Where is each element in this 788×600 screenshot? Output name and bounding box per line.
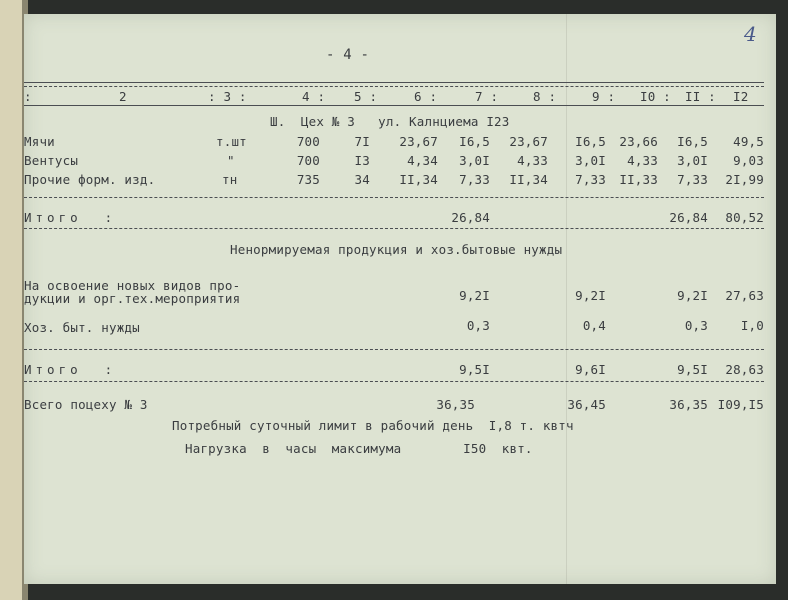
header-col-5: 5 : xyxy=(354,89,378,104)
header-col-3: : 3 : xyxy=(208,89,247,104)
total-cell: 28,63 xyxy=(725,362,764,377)
row-cell: 3,0I xyxy=(459,153,490,168)
row-cell: 9,2I xyxy=(677,288,708,303)
row-cell: 700 xyxy=(296,134,320,149)
row-name: дукции и орг.тех.мероприятия xyxy=(24,291,241,306)
row-cell: 27,63 xyxy=(725,288,764,303)
header-col-2: 2 xyxy=(119,89,127,104)
total-label: Итого : xyxy=(24,210,117,225)
total-cell: 9,5I xyxy=(459,362,490,377)
row-cell: 7,33 xyxy=(459,172,490,187)
row-name: Вентусы xyxy=(24,153,79,168)
header-col-10: I0 : xyxy=(640,89,671,104)
row-cell: 9,2I xyxy=(575,288,606,303)
row-name: На освоение новых видов про- xyxy=(24,278,241,293)
grand-total-cell: 36,35 xyxy=(436,397,475,412)
daily-limit-note: Потребный суточный лимит в рабочий день I,8 т. квтч xyxy=(172,418,574,433)
row-unit: " xyxy=(227,153,235,168)
row-cell: 4,33 xyxy=(517,153,548,168)
row-unit: т.шт xyxy=(216,134,247,149)
row-cell: 7,33 xyxy=(677,172,708,187)
row-cell: 49,5 xyxy=(733,134,764,149)
row-cell: II,34 xyxy=(509,172,548,187)
header-col-9: 9 : xyxy=(592,89,616,104)
header-col-4: 4 : xyxy=(302,89,326,104)
total-cell: 9,5I xyxy=(677,362,708,377)
row-unit: тн xyxy=(222,172,238,187)
row-cell: 0,3 xyxy=(466,318,490,333)
row-cell: I6,5 xyxy=(575,134,606,149)
row-cell: 7,33 xyxy=(575,172,606,187)
row-cell: II,34 xyxy=(399,172,438,187)
section-title: Ш. Цех № 3 ул. Калнциема I23 xyxy=(270,114,510,129)
header-bottom-rule xyxy=(24,105,764,106)
header-col-8: 8 : xyxy=(533,89,557,104)
grand-total-cell: 36,35 xyxy=(669,397,708,412)
row-cell: 4,33 xyxy=(627,153,658,168)
total-cell: 9,6I xyxy=(575,362,606,377)
row-cell: 3,0I xyxy=(677,153,708,168)
total-cell: 80,52 xyxy=(725,210,764,225)
row-cell: 23,66 xyxy=(619,134,658,149)
row-cell: 735 xyxy=(296,172,320,187)
grand-total-label: Всего поцеху № 3 xyxy=(24,397,148,412)
dashed-rule xyxy=(24,197,764,198)
row-cell: II,33 xyxy=(619,172,658,187)
peak-load-note: Нагрузка в часы максимума I50 квт. xyxy=(185,441,533,456)
header-col-12: I2 xyxy=(733,89,749,104)
row-cell: 2I,99 xyxy=(725,172,764,187)
dashed-rule xyxy=(24,228,764,229)
header-top-rule xyxy=(24,82,764,83)
row-cell: 4,34 xyxy=(407,153,438,168)
dashed-rule xyxy=(24,349,764,350)
header-top-rule-2 xyxy=(24,86,764,87)
row-cell: 3,0I xyxy=(575,153,606,168)
total-label: Итого : xyxy=(24,362,117,377)
total-cell: 26,84 xyxy=(451,210,490,225)
row-cell: 34 xyxy=(354,172,370,187)
header-col-11: II : xyxy=(685,89,716,104)
row-cell: I6,5 xyxy=(459,134,490,149)
row-cell: 23,67 xyxy=(399,134,438,149)
row-cell: 7I xyxy=(354,134,370,149)
total-cell: 26,84 xyxy=(669,210,708,225)
row-cell: 9,2I xyxy=(459,288,490,303)
row-cell: 0,4 xyxy=(582,318,606,333)
row-cell: I6,5 xyxy=(677,134,708,149)
row-name: Мячи xyxy=(24,134,55,149)
row-cell: I,0 xyxy=(740,318,764,333)
row-cell: I3 xyxy=(354,153,370,168)
header-col-1: : xyxy=(24,89,32,104)
handwritten-page-mark: 4 xyxy=(744,22,757,46)
row-cell: 23,67 xyxy=(509,134,548,149)
grand-total-cell: 36,45 xyxy=(567,397,606,412)
row-name: Хоз. быт. нужды xyxy=(24,320,140,335)
page-number: - 4 - xyxy=(326,47,370,63)
header-col-7: 7 : xyxy=(475,89,499,104)
row-cell: 700 xyxy=(296,153,320,168)
row-name: Прочие форм. изд. xyxy=(24,172,156,187)
nonnorm-title: Ненормируемая продукция и хоз.бытовые нужды xyxy=(230,242,563,257)
dashed-rule xyxy=(24,381,764,382)
row-cell: 0,3 xyxy=(684,318,708,333)
header-col-6: 6 : xyxy=(414,89,438,104)
grand-total-cell: I09,I5 xyxy=(717,397,764,412)
row-cell: 9,03 xyxy=(733,153,764,168)
